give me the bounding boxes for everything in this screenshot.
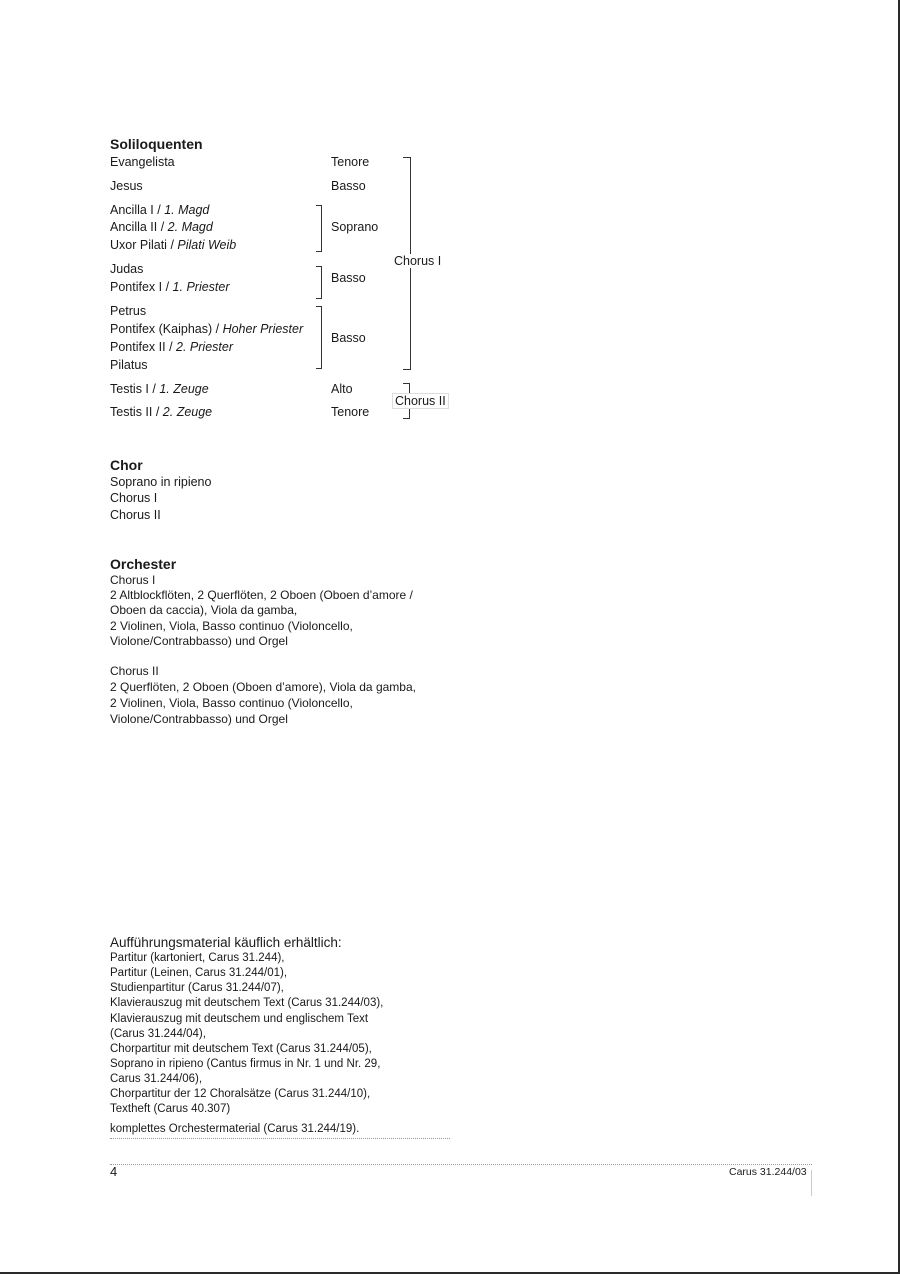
chorus-1-label: Chorus I (394, 254, 442, 268)
role-name: Jesus (110, 179, 143, 193)
footer-tick (811, 1170, 812, 1196)
material-line: Partitur (Leinen, Carus 31.244/01), (110, 967, 288, 979)
chorus-2-label: Chorus II (392, 393, 449, 409)
group-bracket (316, 306, 322, 369)
material-line: Chorpartitur der 12 Choralsätze (Carus 31.244/10), (110, 1088, 371, 1100)
role-name: Ancilla II / 2. Magd (110, 220, 213, 234)
role-voice: Basso (331, 271, 366, 285)
orchester-chorus-2-line: 2 Querflöten, 2 Oboen (Oboen d’amore), Viola da gamba, (110, 680, 416, 694)
catalog-number: Carus 31.244/03 (729, 1166, 807, 1178)
role-name: Pontifex I / 1. Priester (110, 280, 230, 294)
material-last-line: komplettes Orchestermaterial (Carus 31.244/19). (110, 1123, 360, 1135)
chor-heading: Chor (110, 457, 143, 473)
chor-line: Soprano in ripieno (110, 475, 212, 489)
role-name: Petrus (110, 304, 147, 318)
role-voice: Alto (331, 382, 353, 396)
role-voice: Soprano (331, 220, 379, 234)
chor-line: Chorus I (110, 491, 158, 505)
role-name: Testis II / 2. Zeuge (110, 405, 213, 419)
page-number: 4 (110, 1164, 118, 1179)
material-line: Soprano in ripieno (Cantus firmus in Nr. 1 und Nr. 29, (110, 1058, 381, 1070)
role-name: Pilatus (110, 358, 148, 372)
material-line: Carus 31.244/06), (110, 1073, 203, 1085)
material-line: Partitur (kartoniert, Carus 31.244), (110, 952, 285, 964)
material-heading: Aufführungsmaterial käuflich erhältlich: (110, 935, 342, 950)
orchester-heading: Orchester (110, 556, 177, 572)
orchester-chorus-2-line: Chorus II (110, 664, 159, 678)
orchester-chorus-2-line: 2 Violinen, Viola, Basso continuo (Violoncello, (110, 696, 353, 710)
orchester-chorus-1-line: 2 Violinen, Viola, Basso continuo (Violoncello, (110, 619, 353, 633)
role-voice: Tenore (331, 155, 370, 169)
orchester-chorus-1-line: Violone/Contrabbasso) und Orgel (110, 634, 288, 648)
footer-rule (110, 1164, 812, 1165)
orchester-chorus-1-line: Chorus I (110, 573, 156, 587)
role-name: Pontifex II / 2. Priester (110, 340, 233, 354)
chor-line: Chorus II (110, 508, 161, 522)
role-voice: Basso (331, 331, 366, 345)
orchester-chorus-2-line: Violone/Contrabbasso) und Orgel (110, 712, 288, 726)
role-name: Testis I / 1. Zeuge (110, 382, 209, 396)
role-voice: Basso (331, 179, 366, 193)
material-line: Studienpartitur (Carus 31.244/07), (110, 982, 284, 994)
soliloquenten-heading: Soliloquenten (110, 136, 203, 152)
role-voice: Tenore (331, 405, 370, 419)
role-name: Uxor Pilati / Pilati Weib (110, 238, 237, 252)
group-bracket (316, 205, 322, 252)
material-line: Chorpartitur mit deutschem Text (Carus 31.244/05), (110, 1043, 372, 1055)
role-name: Judas (110, 262, 144, 276)
orchester-chorus-1-line: 2 Altblockflöten, 2 Querflöten, 2 Oboen (Oboen d’amore / (110, 588, 413, 602)
role-name: Pontifex (Kaiphas) / Hoher Priester (110, 322, 304, 336)
orchester-chorus-1-line: Oboen da caccia), Viola da gamba, (110, 603, 298, 617)
material-line: Klavierauszug mit deutschem Text (Carus 31.244/03), (110, 997, 384, 1009)
role-name: Evangelista (110, 155, 175, 169)
material-divider (110, 1138, 450, 1139)
group-bracket (316, 266, 322, 299)
material-line: (Carus 31.244/04), (110, 1028, 206, 1040)
role-name: Ancilla I / 1. Magd (110, 203, 210, 217)
material-line: Klavierauszug mit deutschem und englischem Text (110, 1013, 369, 1025)
material-line: Textheft (Carus 40.307) (110, 1103, 231, 1115)
